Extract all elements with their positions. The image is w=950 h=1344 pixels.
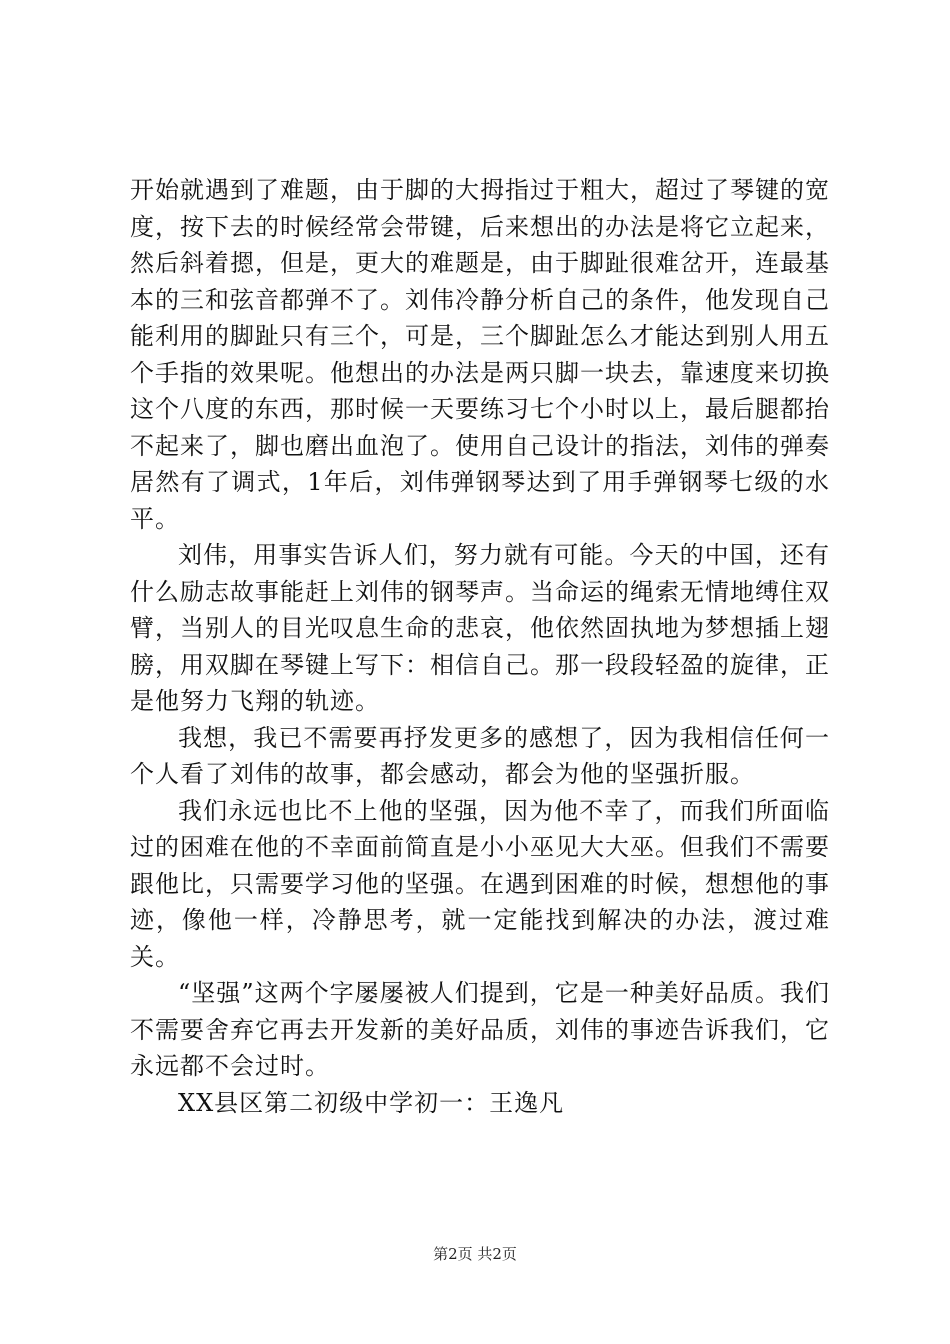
page-number-footer: 第2页 共2页 [433, 1245, 517, 1263]
paragraph-liu-wei-facts: 刘伟，用事实告诉人们，努力就有可能。今天的中国，还有什么励志故事能赶上刘伟的钢琴声。当命运的绳索无情地缚住双臂，当别人的目光叹息生命的悲哀，他依然固执地为梦想插上翅膀，用双脚在琴键上写下：相信自己。那一段段轻盈的旋律，正是他努力飞翔的轨迹。 [130, 541, 830, 715]
author-signature: XX县区第二初级中学初一：王逸凡 [178, 1088, 565, 1117]
paragraph-his-strength: 我们永远也比不上他的坚强，因为他不幸了，而我们所面临过的困难在他的不幸面前简直是小小巫见大大巫。但我们不需要跟他比，只需要学习他的坚强。在遇到困难的时候，想想他的事迹，像他一样，冷静思考，就一定能找到解决的办法，渡过难关。 [130, 796, 830, 971]
document-body [130, 172, 830, 1121]
paragraph-continued: 开始就遇到了难题，由于脚的大拇指过于粗大，超过了琴键的宽度，按下去的时候经常会带键，后来想出的办法是将它立起来，然后斜着摁，但是，更大的难题是，由于脚趾很难岔开，连最基本的三和弦音都弹不了。刘伟冷静分析自己的条件，他发现自己能利用的脚趾只有三个，可是，三个脚趾怎么才能达到别人用五个手指的效果呢。他想出的办法是两只脚一块去，靠速度来切换这个八度的东西，那时候一天要练习七个小时以上，最后腿都抬不起来了，脚也磨出血泡了。使用自己设计的指法，刘伟的弹奏居然有了调式，1年后，刘伟弹钢琴达到了用手弹钢琴七级的水平。 [130, 176, 830, 533]
paragraph-strength-quality: “坚强”这两个字屡屡被人们提到，它是一种美好品质。我们不需要舍弃它再去开发新的美好品质，刘伟的事迹告诉我们，它永远都不会过时。 [130, 979, 830, 1080]
paragraph-my-thoughts: 我想，我已不需要再抒发更多的感想了，因为我相信任何一个人看了刘伟的故事，都会感动，都会为他的坚强折服。 [130, 723, 830, 788]
